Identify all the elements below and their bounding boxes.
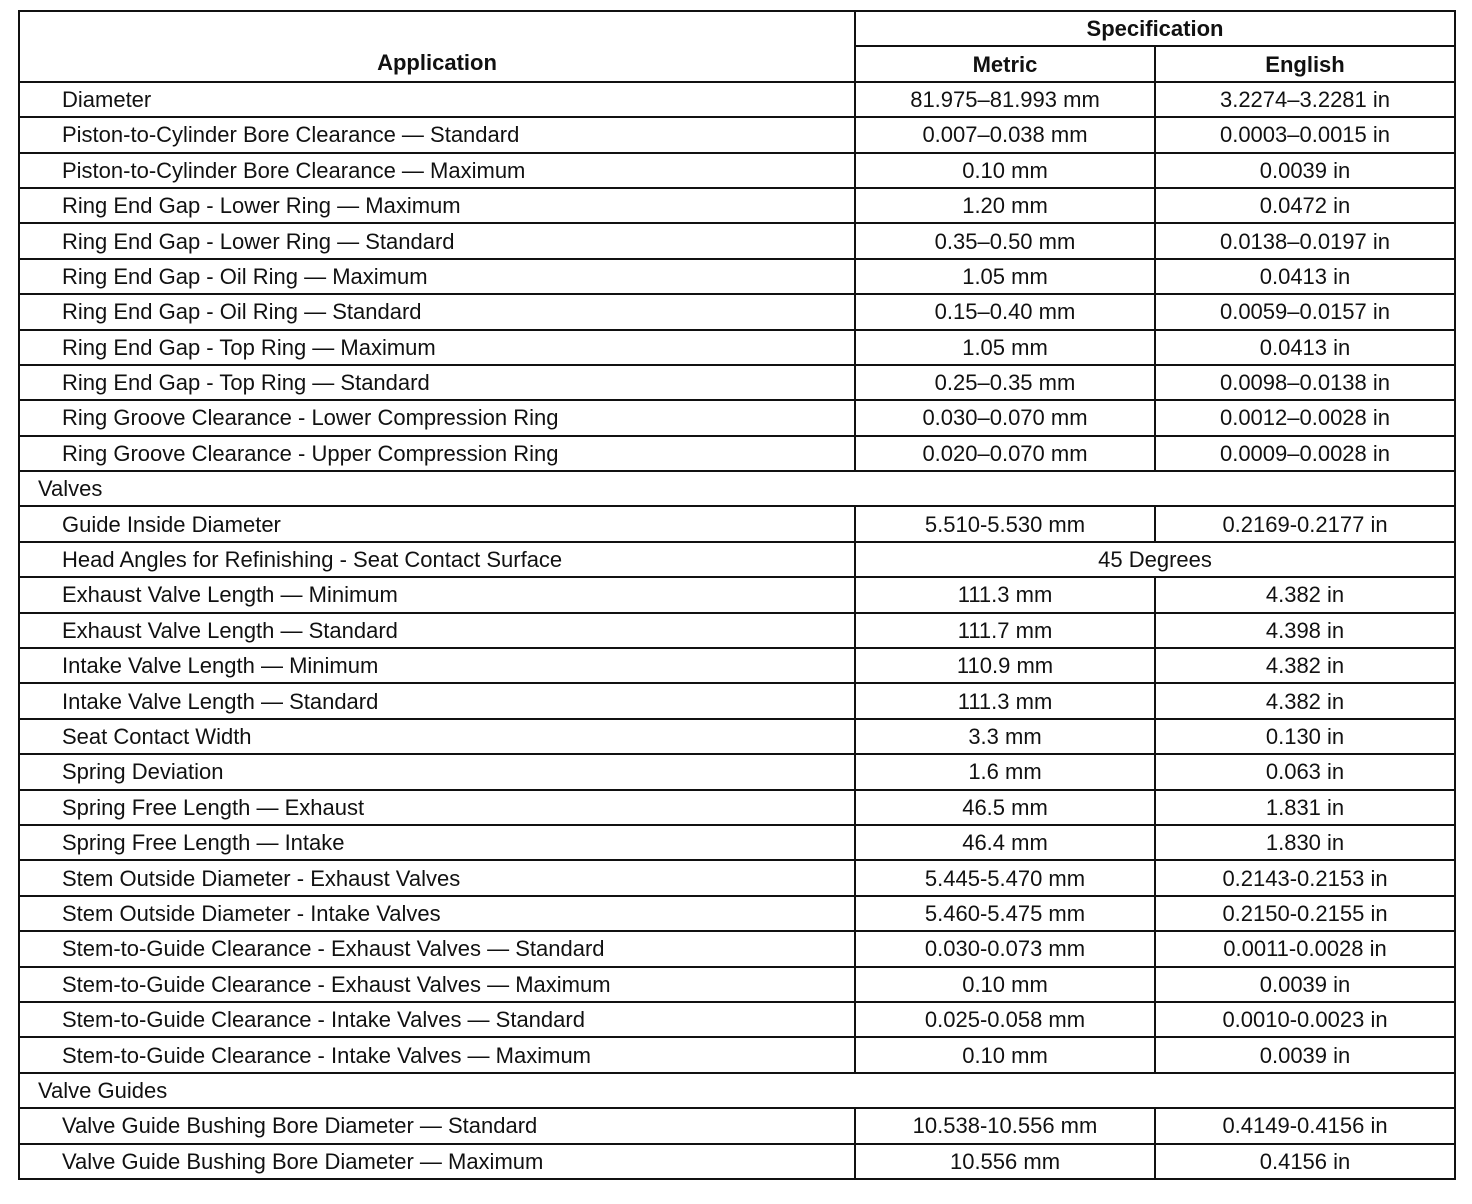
application-cell: Seat Contact Width: [19, 719, 855, 754]
english-cell: 4.382 in: [1155, 683, 1455, 718]
english-cell: 0.0003–0.0015 in: [1155, 117, 1455, 152]
english-cell: 0.4149-0.4156 in: [1155, 1108, 1455, 1143]
application-cell: Piston-to-Cylinder Bore Clearance — Standard: [19, 117, 855, 152]
metric-cell: 1.20 mm: [855, 188, 1155, 223]
metric-cell: 0.025-0.058 mm: [855, 1002, 1155, 1037]
table-row: [19, 613, 1455, 648]
application-cell: Exhaust Valve Length — Standard: [19, 613, 855, 648]
application-column-header: Application: [19, 11, 855, 82]
application-cell: Stem-to-Guide Clearance - Intake Valves — Maximum: [19, 1037, 855, 1072]
english-cell: 0.0009–0.0028 in: [1155, 436, 1455, 471]
metric-cell: 0.007–0.038 mm: [855, 117, 1155, 152]
table-row: [19, 1108, 1455, 1143]
application-cell: Valve Guide Bushing Bore Diameter — Standard: [19, 1108, 855, 1143]
metric-cell: 46.5 mm: [855, 790, 1155, 825]
application-cell: Valve Guide Bushing Bore Diameter — Maximum: [19, 1144, 855, 1179]
header-row-top: [19, 11, 1455, 46]
table-row: [19, 153, 1455, 188]
table-row: [19, 577, 1455, 612]
application-cell: Ring End Gap - Top Ring — Maximum: [19, 330, 855, 365]
english-cell: 3.2274–3.2281 in: [1155, 82, 1455, 117]
english-cell: 0.0059–0.0157 in: [1155, 294, 1455, 329]
english-cell: 0.130 in: [1155, 719, 1455, 754]
metric-cell: 10.538-10.556 mm: [855, 1108, 1155, 1143]
metric-cell: 111.7 mm: [855, 613, 1155, 648]
table-row: [19, 1002, 1455, 1037]
metric-column-header: Metric: [855, 46, 1155, 81]
table-row: [19, 400, 1455, 435]
application-cell: Spring Deviation: [19, 754, 855, 789]
application-cell: Ring End Gap - Lower Ring — Maximum: [19, 188, 855, 223]
application-cell: Spring Free Length — Intake: [19, 825, 855, 860]
application-cell: Piston-to-Cylinder Bore Clearance — Maximum: [19, 153, 855, 188]
metric-cell: 46.4 mm: [855, 825, 1155, 860]
table-header: [19, 11, 1455, 82]
english-cell: 0.0413 in: [1155, 259, 1455, 294]
english-cell: 0.0138–0.0197 in: [1155, 223, 1455, 258]
section-label: Valve Guides: [19, 1073, 1455, 1108]
english-cell: 4.382 in: [1155, 648, 1455, 683]
table-row: [19, 82, 1455, 117]
table-row: [19, 188, 1455, 223]
english-cell: 4.398 in: [1155, 613, 1455, 648]
english-cell: 0.0039 in: [1155, 1037, 1455, 1072]
english-cell: 0.0011-0.0028 in: [1155, 931, 1455, 966]
english-cell: 0.4156 in: [1155, 1144, 1455, 1179]
metric-cell: 0.030–0.070 mm: [855, 400, 1155, 435]
table-row: [19, 117, 1455, 152]
application-cell: Stem-to-Guide Clearance - Exhaust Valves — Standard: [19, 931, 855, 966]
table-row: [19, 330, 1455, 365]
metric-cell: 5.460-5.475 mm: [855, 896, 1155, 931]
application-cell: Guide Inside Diameter: [19, 506, 855, 541]
table-body: [19, 82, 1455, 1179]
application-cell: Exhaust Valve Length — Minimum: [19, 577, 855, 612]
table-row: [19, 294, 1455, 329]
english-cell: 0.0413 in: [1155, 330, 1455, 365]
english-cell: 1.831 in: [1155, 790, 1455, 825]
metric-cell: 81.975–81.993 mm: [855, 82, 1155, 117]
english-cell: 0.0012–0.0028 in: [1155, 400, 1455, 435]
section-label: Valves: [19, 471, 1455, 506]
english-cell: 4.382 in: [1155, 577, 1455, 612]
english-cell: 0.2169-0.2177 in: [1155, 506, 1455, 541]
application-cell: Ring Groove Clearance - Lower Compression Ring: [19, 400, 855, 435]
english-cell: 0.0010-0.0023 in: [1155, 1002, 1455, 1037]
table-row: [19, 825, 1455, 860]
application-cell: Intake Valve Length — Minimum: [19, 648, 855, 683]
metric-cell: 0.020–0.070 mm: [855, 436, 1155, 471]
metric-cell: 0.10 mm: [855, 153, 1155, 188]
metric-cell: 0.25–0.35 mm: [855, 365, 1155, 400]
table-row: [19, 506, 1455, 541]
table-row: [19, 719, 1455, 754]
table-row: [19, 542, 1455, 577]
metric-cell: 5.510-5.530 mm: [855, 506, 1155, 541]
metric-cell: 111.3 mm: [855, 577, 1155, 612]
application-cell: Ring End Gap - Lower Ring — Standard: [19, 223, 855, 258]
metric-cell: 1.05 mm: [855, 259, 1155, 294]
table-row: [19, 683, 1455, 718]
application-cell: Stem Outside Diameter - Exhaust Valves: [19, 860, 855, 895]
english-cell: 0.2143-0.2153 in: [1155, 860, 1455, 895]
metric-cell: 111.3 mm: [855, 683, 1155, 718]
table-row: [19, 790, 1455, 825]
application-cell: Diameter: [19, 82, 855, 117]
metric-cell: 1.6 mm: [855, 754, 1155, 789]
table-row: [19, 1037, 1455, 1072]
english-cell: 0.0039 in: [1155, 967, 1455, 1002]
table-row: [19, 259, 1455, 294]
table-row: [19, 1144, 1455, 1179]
specification-table: [18, 10, 1456, 1180]
application-cell: Spring Free Length — Exhaust: [19, 790, 855, 825]
english-cell: 0.2150-0.2155 in: [1155, 896, 1455, 931]
metric-cell: 0.030-0.073 mm: [855, 931, 1155, 966]
table-row: [19, 223, 1455, 258]
table-row: [19, 931, 1455, 966]
application-cell: Stem-to-Guide Clearance - Exhaust Valves — Maximum: [19, 967, 855, 1002]
section-row: [19, 1073, 1455, 1108]
application-cell: Ring Groove Clearance - Upper Compression Ring: [19, 436, 855, 471]
english-cell: 1.830 in: [1155, 825, 1455, 860]
specification-column-header: Specification: [855, 11, 1455, 46]
metric-cell: 0.35–0.50 mm: [855, 223, 1155, 258]
application-cell: Stem-to-Guide Clearance - Intake Valves — Standard: [19, 1002, 855, 1037]
section-row: [19, 471, 1455, 506]
table-row: [19, 365, 1455, 400]
application-cell: Ring End Gap - Oil Ring — Standard: [19, 294, 855, 329]
metric-cell: 110.9 mm: [855, 648, 1155, 683]
application-cell: Stem Outside Diameter - Intake Valves: [19, 896, 855, 931]
metric-cell: 0.10 mm: [855, 1037, 1155, 1072]
table-row: [19, 967, 1455, 1002]
english-cell: 0.0472 in: [1155, 188, 1455, 223]
metric-cell: 3.3 mm: [855, 719, 1155, 754]
application-cell: Head Angles for Refinishing - Seat Contact Surface: [19, 542, 855, 577]
metric-cell: 1.05 mm: [855, 330, 1155, 365]
english-cell: 0.0098–0.0138 in: [1155, 365, 1455, 400]
metric-cell: 0.15–0.40 mm: [855, 294, 1155, 329]
metric-cell: 5.445-5.470 mm: [855, 860, 1155, 895]
english-column-header: English: [1155, 46, 1455, 81]
table-row: [19, 754, 1455, 789]
application-cell: Ring End Gap - Top Ring — Standard: [19, 365, 855, 400]
metric-cell: 0.10 mm: [855, 967, 1155, 1002]
table-row: [19, 648, 1455, 683]
application-cell: Intake Valve Length — Standard: [19, 683, 855, 718]
metric-cell: 10.556 mm: [855, 1144, 1155, 1179]
english-cell: 0.0039 in: [1155, 153, 1455, 188]
english-cell: 0.063 in: [1155, 754, 1455, 789]
merged-spec-cell: 45 Degrees: [855, 542, 1455, 577]
table-row: [19, 860, 1455, 895]
table-row: [19, 436, 1455, 471]
application-cell: Ring End Gap - Oil Ring — Maximum: [19, 259, 855, 294]
table-row: [19, 896, 1455, 931]
